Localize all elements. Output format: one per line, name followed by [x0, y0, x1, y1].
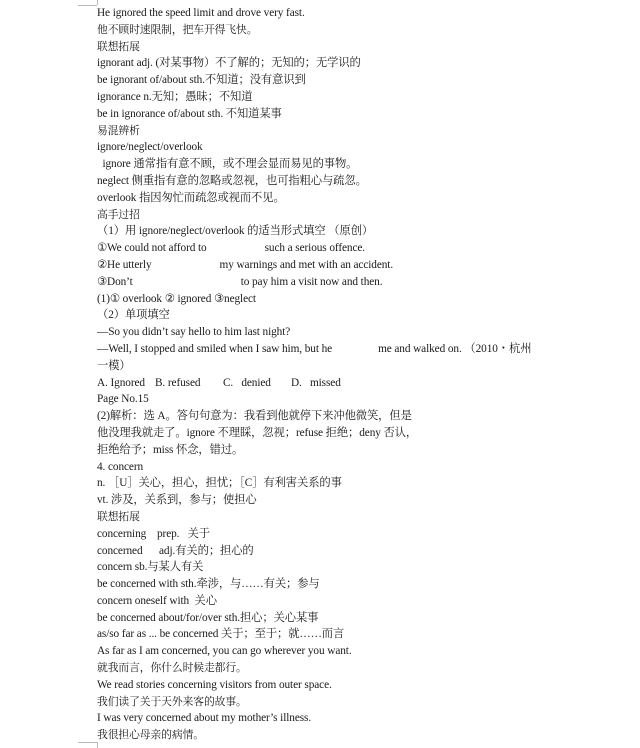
- crop-mark-top-left-h: [78, 5, 97, 6]
- vocab-word: concerning: [97, 527, 147, 540]
- vocab-entry: concern oneself with 关心: [97, 594, 217, 607]
- exercise-instruction: （2）单项填空: [97, 309, 170, 322]
- option-a: A. Ignored: [97, 376, 145, 389]
- vocab-entry: be concerned with sth.牵涉，与……有关；参与: [97, 578, 320, 591]
- section-heading: 高手过招: [97, 207, 140, 221]
- vocab-definition: prep. 关于: [157, 527, 210, 540]
- example-sentence: We read stories concerning visitors from outer space.: [97, 678, 332, 691]
- example-translation: 就我而言，你什么时候走都行。: [97, 661, 247, 675]
- example-translation: 我们读了关于天外来客的故事。: [97, 694, 247, 708]
- example-sentence: I was very concerned about my mother’s illness.: [97, 712, 312, 725]
- vocab-definition: adj.有关的；担心的: [159, 544, 254, 557]
- question-text: my warnings and met with an accident.: [219, 258, 394, 271]
- question-text: ③Don’t: [97, 275, 133, 288]
- vocab-entry: ignorance n.无知；愚昧；不知道: [97, 90, 253, 103]
- vocab-word: concerned: [97, 544, 143, 557]
- source-note: 一模）: [97, 359, 131, 372]
- document-body: [97, 5, 567, 744]
- definition: n. ［U］关心，担心，担忧；［C］有利害关系的事: [97, 477, 342, 490]
- question-text: to pay him a visit now and then.: [240, 275, 383, 288]
- page-number: Page No.15: [97, 393, 149, 406]
- vocab-entry: be in ignorance of/about sth. 不知道某事: [97, 107, 282, 120]
- example-sentence: As far as I am concerned, you can go wherever you want.: [97, 645, 352, 658]
- vocab-entry: concern sb.与某人有关: [97, 561, 204, 574]
- vocab-entry: be ignorant of/about sth.不知道；没有意识到: [97, 74, 306, 87]
- answer-options: [97, 375, 567, 392]
- option-b: B. refused: [155, 376, 201, 389]
- section-heading: 易混辨析: [97, 123, 140, 137]
- explanation: (2)解析：选 A。答句句意为：我看到他就停下来冲他微笑，但是: [97, 410, 412, 423]
- dialogue-line: [97, 341, 567, 358]
- question-text: such a serious offence.: [264, 242, 366, 255]
- vocab-entry: ignorant adj. (对某事物）不了解的；无知的；无学识的: [97, 57, 361, 70]
- question-text: ①We could not afford to: [97, 242, 207, 255]
- exercise-instruction: （1）用 ignore/neglect/overlook 的适当形式填空 （原创）: [97, 225, 374, 238]
- explanation: 他没理我就走了。ignore 不理睬，忽视；refuse 拒绝；deny 否认，: [97, 426, 418, 439]
- option-d: D. missed: [291, 376, 341, 389]
- vocab-entry: [97, 526, 567, 543]
- question-text: me and walked on. （2010・杭州: [378, 342, 532, 355]
- example-translation: 我很担心母亲的病情。: [97, 728, 204, 742]
- comparison-item: overlook 指因匆忙而疏忽或视而不见。: [97, 191, 285, 204]
- vocab-entry: as/so far as ... be concerned 关于；至于；就……而言: [97, 628, 345, 641]
- question-text: ②He utterly: [97, 258, 152, 271]
- crop-mark-bottom-left-h: [78, 742, 97, 743]
- exercise-question: [97, 274, 567, 291]
- dialogue-line: —So you didn’t say hello to him last night?: [97, 326, 291, 339]
- example-translation: 他不顾时速限制，把车开得飞快。: [97, 22, 258, 36]
- question-text: —Well, I stopped and smiled when I saw him, but he: [97, 342, 333, 355]
- example-sentence: He ignored the speed limit and drove very fast.: [97, 7, 305, 19]
- vocab-entry: [97, 543, 567, 560]
- comparison-item: ignore 通常指有意不顾，或不理会显而易见的事物。: [97, 158, 358, 171]
- exercise-answer: (1)① overlook ② ignored ③neglect: [97, 292, 256, 305]
- option-c: C. denied: [223, 376, 271, 389]
- word-heading: 4. concern: [97, 460, 144, 473]
- comparison-title: ignore/neglect/overlook: [97, 141, 203, 154]
- explanation: 拒绝给予；miss 怀念，错过。: [97, 443, 244, 456]
- comparison-item: neglect 侧重指有意的忽略或忽视，也可指粗心与疏忽。: [97, 174, 367, 187]
- section-heading: 联想拓展: [97, 509, 140, 523]
- definition: vt. 涉及，关系到，参与；使担心: [97, 494, 257, 507]
- exercise-question: [97, 240, 567, 257]
- exercise-question: [97, 257, 567, 274]
- section-heading: 联想拓展: [97, 39, 140, 53]
- vocab-entry: be concerned about/for/over sth.担心；关心某事: [97, 611, 319, 624]
